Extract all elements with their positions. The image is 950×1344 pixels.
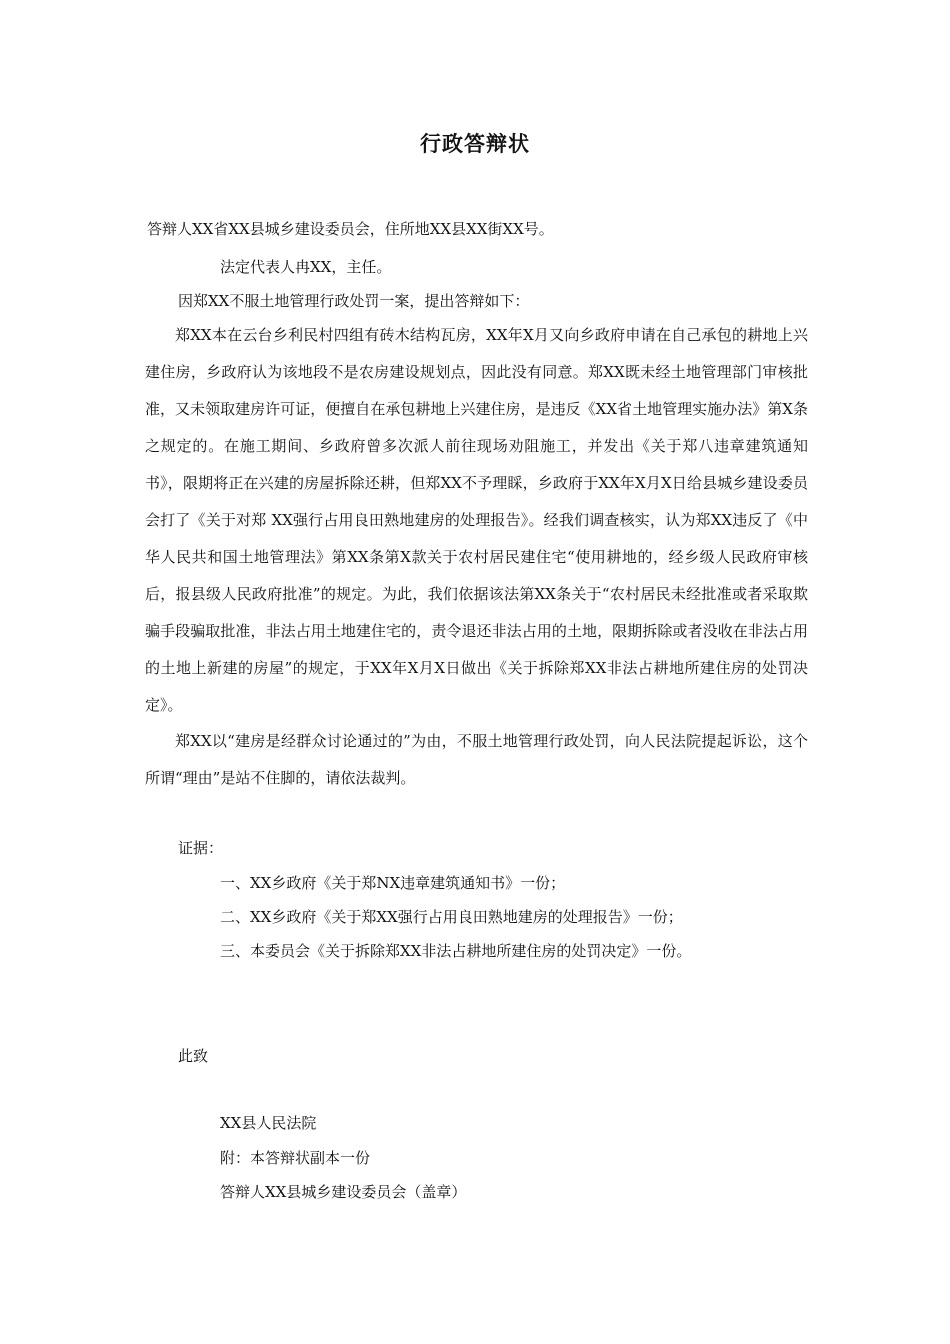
closing-salutation: 此致 [178,1047,209,1065]
body-paragraph-1-text: 郑XX本在云台乡利民村四组有砖木结构瓦房，XX年X月又向乡政府申请在自己承包的耕地上兴建住房，乡政府认为该地段不是农房建设规划点，因此没有同意。郑XX既未经土地管理部门审核批准，又未领取建房许可证，便擅自在承包耕地上兴建住房，是违反《XX省土地管理实施办法》第X条之规定的。在施工期间、乡政府曾多次派人前往现场劝阻施工，并发出《关于郑八违章建筑通知书》，限期将正在兴建的房屋拆除还耕，但郑XX不予理睬，乡政府于XX年X月X日给县城乡建设委员会打了《关于对郑 XX强行占用良田熟地建房的处理报告》。经我们调查核实，认为郑XX违反了《中华人民共和国土地管理法》第XX条第X款关于农村居民建住宅“使用耕地的，经乡级人民政府审核后，报县级人民政府批准”的规定。为此，我们依据该法第XX条关于“农村居民未经批准或者采取欺骗手段骗取批准，非法占用土地建住宅的，责令退还非法占用的土地，限期拆除或者没收在非法占用的土地上新建的房屋”的规定，于XX年X月X日做出《关于拆除郑XX非法占耕地所建住房的处罚决定》。 [145,326,808,714]
evidence-item: 三、本委员会《关于拆除郑XX非法占耕地所建住房的处罚决定》一份。 [220,942,692,960]
legal-representative-line: 法定代表人冉XX，主任。 [220,258,392,276]
body-paragraph-2-text: 郑XX以“建房是经群众讨论通过的”为由，不服土地管理行政处罚，向人民法院提起诉讼，这个所谓“理由”是站不住脚的，请依法裁判。 [145,732,808,787]
body-paragraph-2 [145,723,808,797]
signature-line: 答辩人XX县城乡建设委员会（盖章） [220,1183,467,1201]
evidence-label: 证据： [178,839,224,857]
attachment-note: 附：本答辩状副本一份 [220,1149,371,1167]
evidence-item: 一、XX乡政府《关于郑NX违章建筑通知书》一份； [220,874,566,892]
court-name: XX县人民法院 [220,1114,317,1132]
evidence-item: 二、XX乡政府《关于郑XX强行占用良田熟地建房的处理报告》一份； [220,908,683,926]
document-title: 行政答辩状 [420,131,530,156]
respondent-line: 答辩人XX省XX县城乡建设委员会，住所地XX县XX街XX号。 [147,220,554,238]
body-paragraph-1 [145,317,808,724]
intro-line: 因郑XX不服土地管理行政处罚一案，提出答辩如下： [178,292,530,310]
